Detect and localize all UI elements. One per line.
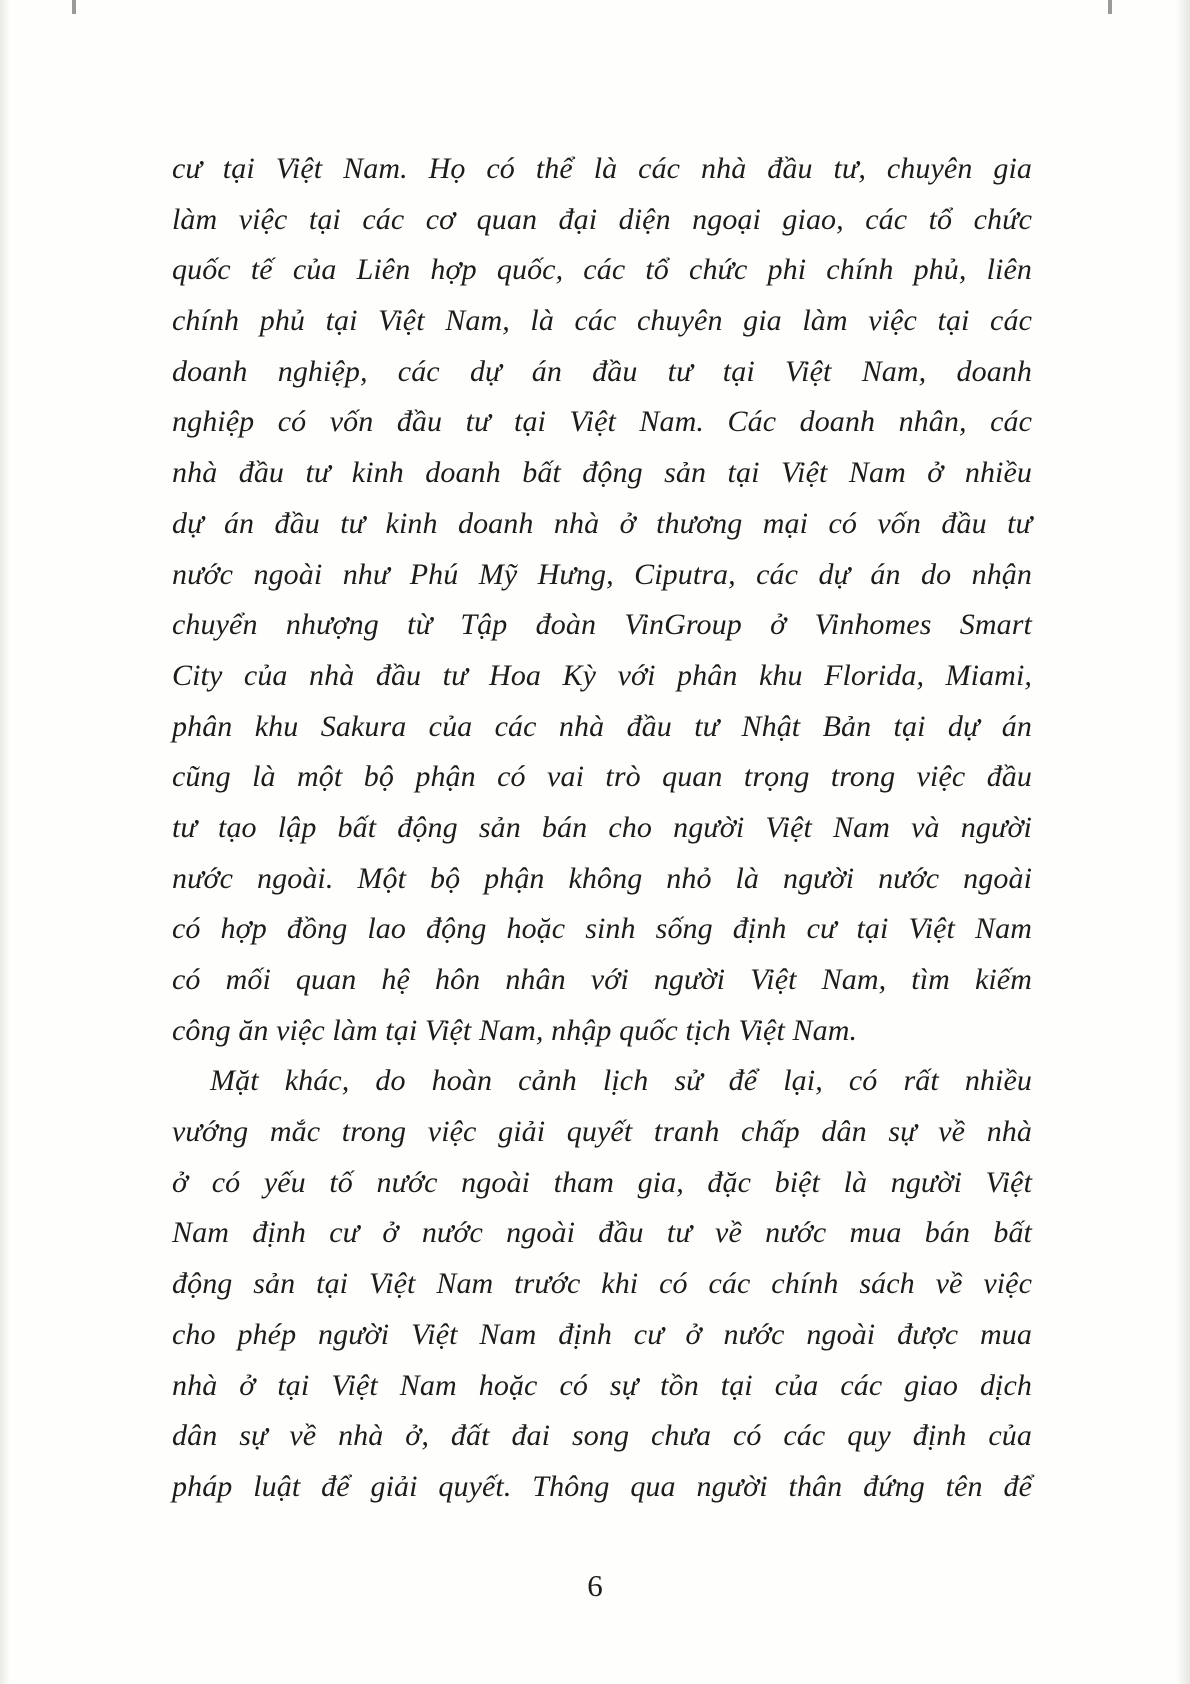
text-line: cho phép người Việt Nam định cư ở nước ngoài được mua [172, 1317, 1032, 1351]
text-line: làm việc tại các cơ quan đại diện ngoại giao, các tổ chức [172, 202, 1032, 236]
text-line: nhà ở tại Việt Nam hoặc có sự tồn tại của các giao dịch [172, 1368, 1032, 1402]
text-line: nước ngoài như Phú Mỹ Hưng, Ciputra, các dự án do nhận [172, 557, 1032, 591]
text-line: nước ngoài. Một bộ phận không nhỏ là người nước ngoài [172, 861, 1032, 895]
text-line: cũng là một bộ phận có vai trò quan trọng trong việc đầu [172, 760, 1032, 794]
text-line: City của nhà đầu tư Hoa Kỳ với phân khu Florida, Miami, [172, 658, 1032, 692]
text-line: cư tại Việt Nam. Họ có thể là các nhà đầu tư, chuyên gia [172, 152, 1032, 185]
text-line: quốc tế của Liên hợp quốc, các tổ chức phi chính phủ, liên [172, 253, 1032, 287]
text-line: chính phủ tại Việt Nam, là các chuyên gia làm việc tại các [172, 304, 1032, 338]
text-line: phân khu Sakura của các nhà đầu tư Nhật Bản tại dự án [172, 709, 1032, 743]
page-number: 6 [587, 1568, 603, 1603]
text-line: pháp luật để giải quyết. Thông qua người thân đứng tên để [172, 1469, 1032, 1503]
text-line: Nam định cư ở nước ngoài đầu tư về nước mua bán bất [172, 1216, 1032, 1250]
text-line: nghiệp có vốn đầu tư tại Việt Nam. Các doanh nhân, các [172, 405, 1032, 439]
text-line: có hợp đồng lao động hoặc sinh sống định cư tại Việt Nam [172, 912, 1032, 946]
text-line: dân sự về nhà ở, đất đai song chưa có các quy định của [172, 1419, 1032, 1453]
scan-mark-left [72, 0, 76, 14]
text-line: vướng mắc trong việc giải quyết tranh chấp dân sự về nhà [172, 1115, 1032, 1149]
text-line: chuyển nhượng từ Tập đoàn VinGroup ở Vinhomes Smart [172, 608, 1032, 642]
body-text [172, 144, 1032, 1513]
scan-mark-right [1108, 0, 1112, 14]
text-line: dự án đầu tư kinh doanh nhà ở thương mại có vốn đầu tư [172, 506, 1032, 540]
text-line: nhà đầu tư kinh doanh bất động sản tại Việt Nam ở nhiều [172, 456, 1032, 490]
text-line-paragraph-end: công ăn việc làm tại Việt Nam, nhập quốc tịch Việt Nam. [172, 1013, 858, 1047]
text-line: có mối quan hệ hôn nhân với người Việt Nam, tìm kiếm [172, 963, 1032, 996]
page-edge-right [1176, 0, 1190, 1684]
text-line: doanh nghiệp, các dự án đầu tư tại Việt Nam, doanh [172, 354, 1032, 388]
text-line: tư tạo lập bất động sản bán cho người Việt Nam và người [172, 810, 1032, 844]
text-line: ở có yếu tố nước ngoài tham gia, đặc biệt là người Việt [172, 1165, 1032, 1199]
text-line-paragraph-start: Mặt khác, do hoàn cảnh lịch sử để lại, có rất nhiều [210, 1064, 1032, 1098]
page-edge-left [0, 0, 10, 1684]
text-line: động sản tại Việt Nam trước khi có các chính sách về việc [172, 1267, 1032, 1301]
